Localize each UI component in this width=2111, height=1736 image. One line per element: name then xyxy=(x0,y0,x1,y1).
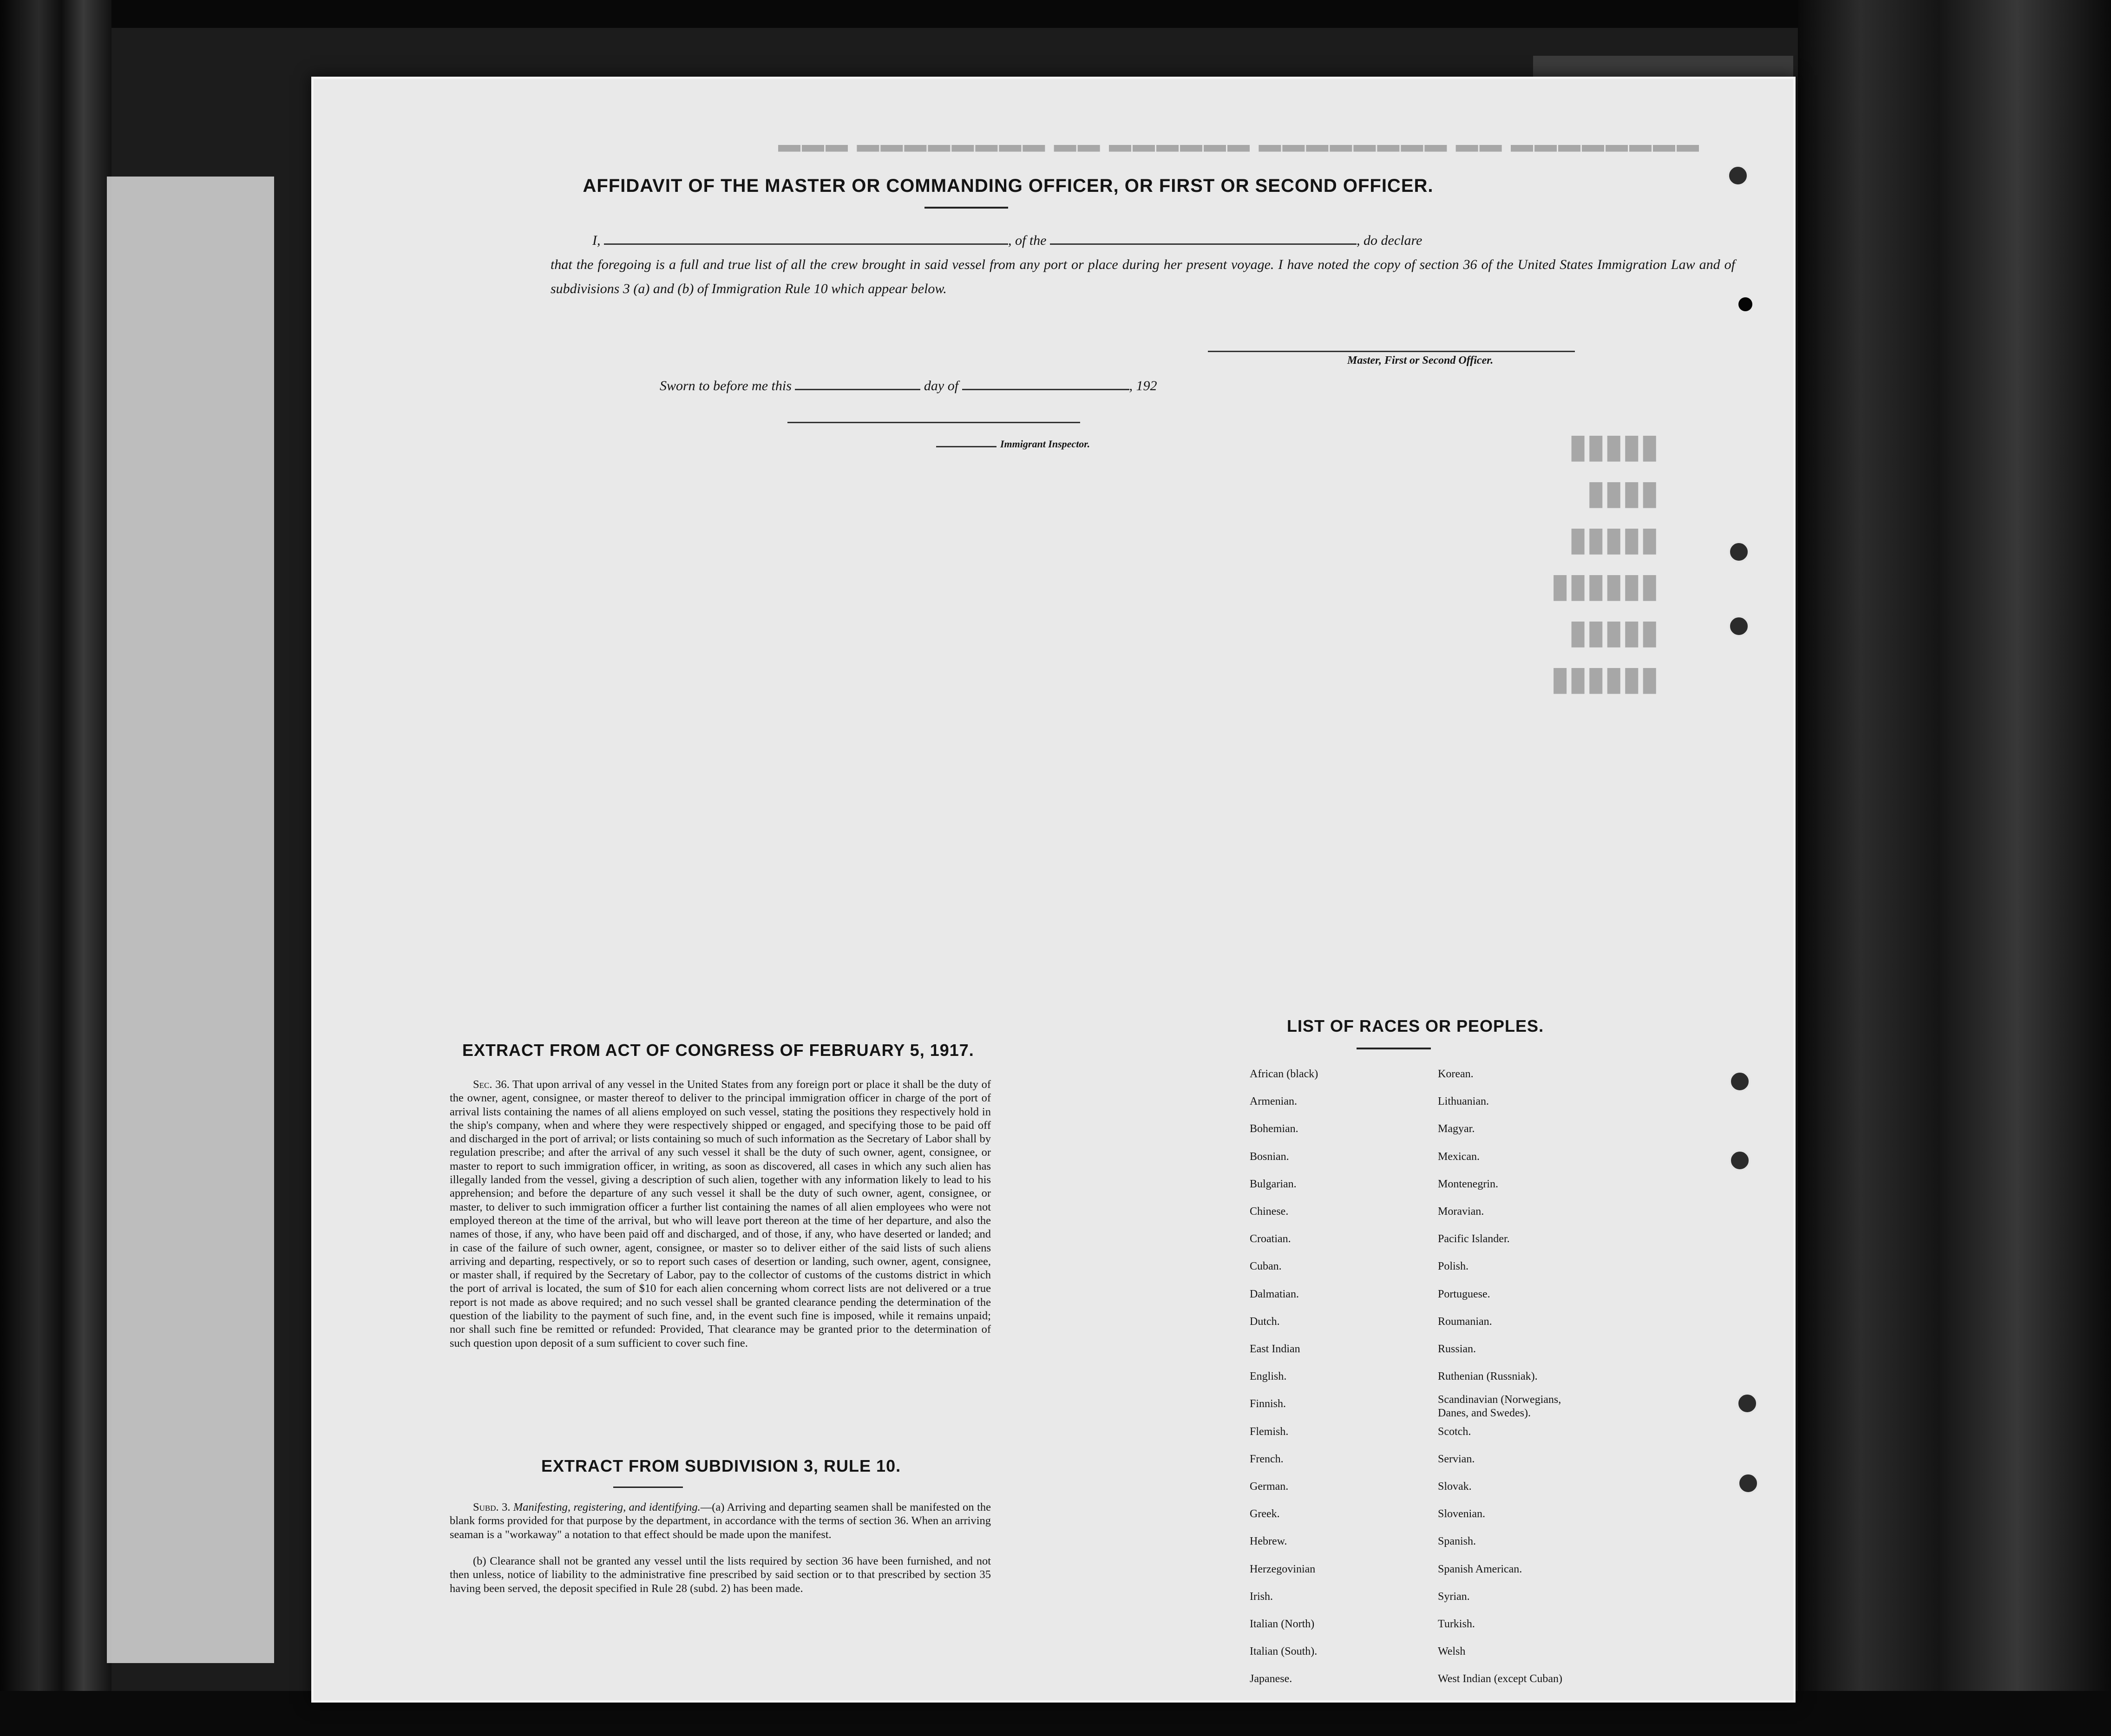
races-column-2 xyxy=(1438,1061,1577,1693)
bleed-through-names: ▮▮▮▮▮ ▮▮▮▮ ▮▮▮▮▮ ▮▮▮▮▮▮ ▮▮▮▮▮ ▮▮▮▮▮▮ xyxy=(1551,428,1659,696)
punch-hole xyxy=(1728,541,1750,563)
affidavit-statement: that the foregoing is a full and true list of all the crew brought in said vessel from any port or place during her present voyage. I have noted the copy of section 36 of the United States Immigration Law and of subdivisions 3 (a) and (b) of Immigration Rule 10 which appear below. xyxy=(551,257,1735,296)
name-blank-line xyxy=(604,229,1008,245)
race-item: Japanese. xyxy=(1250,1673,1292,1685)
race-item: French. xyxy=(1250,1453,1284,1465)
race-item: Italian (South). xyxy=(1250,1645,1318,1658)
race-item: Scandinavian (Norwegians, Danes, and Swedes). xyxy=(1438,1394,1561,1420)
race-item: Dalmatian. xyxy=(1250,1288,1299,1300)
film-border-left xyxy=(0,0,111,1736)
race-item: Mexican. xyxy=(1438,1150,1480,1163)
race-item: Moravian. xyxy=(1438,1205,1484,1218)
races-rule xyxy=(1357,1048,1431,1049)
race-item: Korean. xyxy=(1438,1068,1474,1080)
race-item: Ruthenian (Russniak). xyxy=(1438,1370,1538,1383)
race-item: Syrian. xyxy=(1438,1590,1470,1603)
subdivision-3b xyxy=(450,1554,991,1595)
subdivision-3a xyxy=(450,1500,991,1541)
punch-hole xyxy=(1737,1473,1759,1494)
subd-label: Subd. 3. xyxy=(473,1501,511,1513)
punch-hole xyxy=(1729,1071,1750,1092)
sworn-line xyxy=(660,374,1157,394)
race-item: Portuguese. xyxy=(1438,1288,1490,1300)
sworn-prefix: Sworn to before me this xyxy=(660,378,792,393)
year-label: , 192 xyxy=(1129,378,1157,393)
race-item: East Indian xyxy=(1250,1343,1300,1356)
race-item: Magyar. xyxy=(1438,1123,1475,1135)
race-item: Armenian. xyxy=(1250,1095,1297,1108)
race-item: Chinese. xyxy=(1250,1205,1289,1218)
inspector-label: Immigrant Inspector. xyxy=(1000,438,1090,450)
race-item: Cuban. xyxy=(1250,1260,1282,1273)
race-item: Bosnian. xyxy=(1250,1150,1289,1163)
race-item: Irish. xyxy=(1250,1590,1273,1603)
race-item: Bohemian. xyxy=(1250,1123,1298,1135)
day-blank-line xyxy=(795,374,920,390)
race-item: Finnish. xyxy=(1250,1398,1286,1410)
race-item: Slovenian. xyxy=(1438,1508,1485,1520)
race-item: Turkish. xyxy=(1438,1618,1475,1631)
subd-para-b: (b) Clearance shall not be granted any vessel until the lists required by section 36 have been furnished, and not then unless, notice of liability to the administrative fine prescribed by said section or to that prescribed by section 35 having been served, the deposit specified in Rule 28 (subd. 2) has been made. xyxy=(450,1555,991,1595)
race-item: Spanish American. xyxy=(1438,1563,1522,1575)
subd-heading: Manifesting, registering, and identifying. xyxy=(513,1501,701,1513)
race-item: Slovak. xyxy=(1438,1481,1472,1493)
race-item: Croatian. xyxy=(1250,1233,1291,1245)
signature-label: Master, First or Second Officer. xyxy=(1347,354,1494,367)
bleed-through-header: ▬▬▬ ▬▬▬▬▬▬▬▬ ▬▬ ▬▬▬▬▬▬ ▬▬▬▬▬▬▬▬ ▬▬ ▬▬▬▬▬▬▬▬ xyxy=(778,140,1701,164)
rule-extract-title: EXTRACT FROM SUBDIVISION 3, RULE 10. xyxy=(541,1456,901,1475)
section-label: Sec. 36. xyxy=(473,1078,510,1091)
affidavit-of-the: , of the xyxy=(1008,233,1047,248)
race-item: Greek. xyxy=(1250,1508,1280,1520)
section-36-body: That upon arrival of any vessel in the United States from any foreign port or place it shall be the duty of the owner, agent, consignee, or master thereof to deliver to the principal immigration officer in charge of the port of arrival lists containing the names of all aliens employed on such vessel, stating the positions they respectively hold in the ship's company, when and where they were respectively shipped or engaged, and specifying those to be paid off and discharged in the port of arrival; or lists containing so much of such information as the Secretary of Labor shall by regulation prescribe; and after the arrival of any such vessel it shall be the duty of such owner, agent, consignee, or master to report to such immigration officer, in writing, as soon as discovered, all cases in which any such alien has illegally landed from the vessel, giving a description of such alien, together with any information likely to lead to his apprehension; and before the departure of any such vessel it shall be the duty of such owner, agent, consignee, or master, to deliver to such immigration officer a further list containing the names of all alien employees who were not employed thereon at the time of the arrival, but who will leave port thereon at the time of her departure, and also the names of those, if any, who have been paid off and discharged, and of those, if any, who have deserted or landed; and in case of the failure of such owner, agent, consignee, or master so to deliver either of the said lists of such aliens arriving and departing, respectively, or so to report such cases of desertion or landing, such owner, agent, consignee, or master shall, if required by the Secretary of Labor, pay to the collector of customs of the customs district in which the port of arrival is located, the sum of $10 for each alien concerning whom correct lists are not delivered or a true report is not made as above required; and no such vessel shall be granted clearance pending the determination of the question of the liability to the payment of such fine, and, in the event such fine is imposed, while it remains unpaid; nor shall such fine be remitted or refunded: Provided, That clearance may be granted prior to the determination of such question upon deposit of a sum sufficient to cover such fine. xyxy=(450,1078,991,1349)
affidavit-declaration xyxy=(551,229,1735,301)
signature-line xyxy=(1208,351,1575,352)
race-item: Bulgarian. xyxy=(1250,1178,1297,1190)
film-border-right xyxy=(1798,0,2111,1736)
document-page xyxy=(314,79,1793,1700)
race-item: Pacific Islander. xyxy=(1438,1233,1510,1245)
race-item: Servian. xyxy=(1438,1453,1475,1465)
inspector-signature-line xyxy=(787,422,1080,423)
race-item: Russian. xyxy=(1438,1343,1476,1356)
race-item: African (black) xyxy=(1250,1068,1318,1080)
day-of-label: day of xyxy=(924,378,959,393)
race-item: Herzegovinian xyxy=(1250,1563,1316,1575)
punch-hole xyxy=(1728,616,1750,637)
race-item: Hebrew. xyxy=(1250,1535,1287,1548)
race-item: West Indian (except Cuban) xyxy=(1438,1673,1562,1685)
race-item: Spanish. xyxy=(1438,1535,1476,1548)
month-blank-line xyxy=(962,374,1129,390)
section-36-text xyxy=(450,1078,991,1350)
races-column-1 xyxy=(1250,1061,1318,1693)
punch-hole xyxy=(1738,297,1752,311)
race-item: Dutch. xyxy=(1250,1315,1280,1328)
rule-extract-rule xyxy=(613,1487,683,1488)
race-item: English. xyxy=(1250,1370,1287,1383)
race-item: Montenegrin. xyxy=(1438,1178,1498,1190)
race-item: Roumanian. xyxy=(1438,1315,1492,1328)
affidavit-i: I, xyxy=(592,233,601,248)
punch-hole xyxy=(1737,1393,1758,1414)
punch-hole xyxy=(1727,165,1749,186)
race-item: Scotch. xyxy=(1438,1425,1471,1438)
title-rule xyxy=(924,207,1008,209)
act-extract-title: EXTRACT FROM ACT OF CONGRESS OF FEBRUARY 5, 1917. xyxy=(462,1041,974,1060)
punch-hole xyxy=(1729,1150,1750,1171)
inspector-short-line xyxy=(936,446,996,447)
races-title: LIST OF RACES OR PEOPLES. xyxy=(1287,1016,1544,1035)
vessel-blank-line xyxy=(1050,229,1357,245)
subd-para-a: —(a) Arriving and departing seamen shall be manifested on the blank forms provided for that purpose by the department, in accordance with the terms of section 36. When an arriving seaman is a "workaway" a notation to that effect should be made upon the manifest. xyxy=(450,1501,991,1541)
affidavit-title: AFFIDAVIT OF THE MASTER OR COMMANDING OFFICER, OR FIRST OR SECOND OFFICER. xyxy=(583,176,1434,196)
race-item: Flemish. xyxy=(1250,1425,1289,1438)
film-border-top xyxy=(0,0,2111,28)
affidavit-do-declare: , do declare xyxy=(1357,233,1423,248)
race-item: Italian (North) xyxy=(1250,1618,1315,1631)
underlying-sheet xyxy=(107,177,274,1663)
race-item: German. xyxy=(1250,1481,1289,1493)
race-item: Welsh xyxy=(1438,1645,1466,1658)
race-item: Lithuanian. xyxy=(1438,1095,1489,1108)
race-item: Polish. xyxy=(1438,1260,1469,1273)
